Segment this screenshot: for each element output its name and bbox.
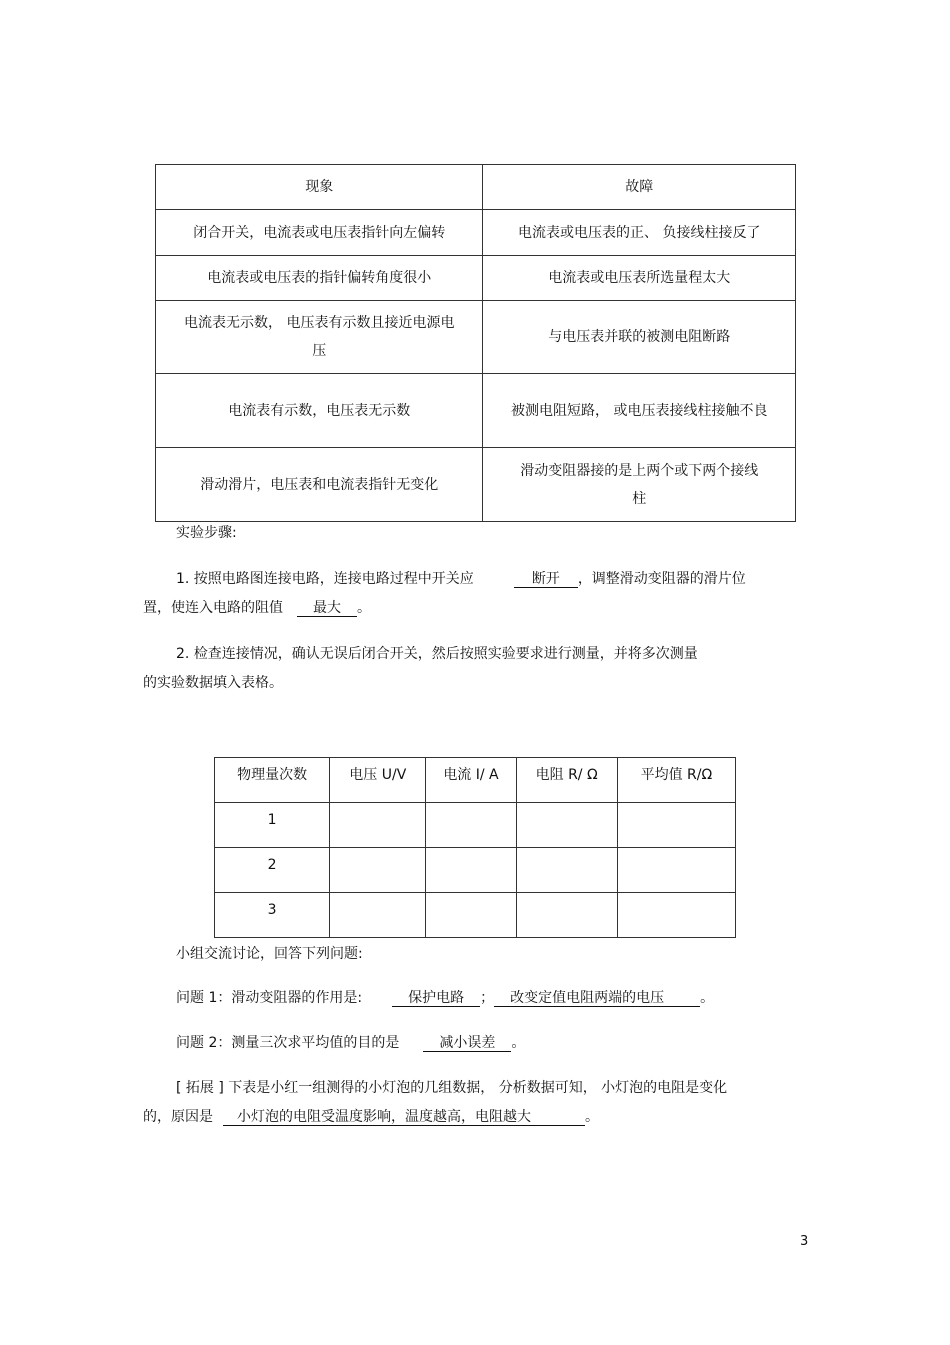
phenomenon-cell: 电流表或电压表的指针偏转角度很小 bbox=[156, 256, 483, 301]
fault-cell bbox=[483, 374, 796, 448]
data-cell-resistance[interactable] bbox=[516, 848, 617, 893]
step2-line1: 2. 检查连接情况，确认无误后闭合开关，然后按照实验要求进行测量，并将多次测量 bbox=[176, 646, 698, 662]
step1-line2 bbox=[143, 598, 371, 618]
data-cell-current[interactable] bbox=[426, 848, 516, 893]
data-cell-average[interactable] bbox=[617, 803, 735, 848]
steps-title: 实验步骤: bbox=[176, 525, 237, 541]
page-number: 3 bbox=[800, 1234, 809, 1249]
step1-answer-2 bbox=[297, 600, 357, 617]
data-header: 电阻 R/ Ω bbox=[516, 758, 617, 803]
data-cell-voltage[interactable] bbox=[330, 893, 426, 938]
data-cell-current[interactable] bbox=[426, 803, 516, 848]
fault-cell bbox=[483, 448, 796, 522]
phenomenon-cell bbox=[156, 301, 483, 374]
fault-cell: 电流表或电压表的正、 负接线柱接反了 bbox=[483, 210, 796, 256]
discussion-title: 小组交流讨论，回答下列问题: bbox=[176, 946, 363, 962]
data-cell-current[interactable] bbox=[426, 893, 516, 938]
question-1-answer-1 bbox=[392, 990, 480, 1007]
data-cell-voltage[interactable] bbox=[330, 803, 426, 848]
phenomenon-cell: 电流表有示数，电压表无示数 bbox=[156, 374, 483, 448]
question-2-answer bbox=[423, 1035, 511, 1052]
question-2-end: 。 bbox=[511, 1035, 526, 1051]
fault-text: 被测电阻短路， 或电压表接线柱接触不良 bbox=[511, 402, 768, 419]
question-1-answer-1-text: 保护电路 bbox=[408, 990, 465, 1006]
fault-text: 滑动变阻器接的是上两个或下两个接线柱 bbox=[520, 462, 759, 507]
data-header: 电压 U/V bbox=[330, 758, 426, 803]
fault-cell: 与电压表并联的被测电阻断路 bbox=[483, 301, 796, 374]
trial-number: 3 bbox=[215, 893, 330, 938]
extension-line2-text: 的，原因是 bbox=[143, 1109, 213, 1125]
step2-line2: 的实验数据填入表格。 bbox=[143, 675, 283, 691]
step1-answer-1-text: 断开 bbox=[531, 571, 560, 587]
fault-cell: 电流表或电压表所选量程太大 bbox=[483, 256, 796, 301]
step1-line1 bbox=[176, 569, 746, 589]
fault-table-header-phenomenon: 现象 bbox=[156, 165, 483, 210]
question-1-answer-2 bbox=[494, 990, 700, 1007]
question-2 bbox=[176, 1033, 525, 1053]
phenomenon-text: 电流表无示数， 电压表有示数且接近电源电压 bbox=[184, 315, 455, 359]
fault-table-header-fault: 故障 bbox=[483, 165, 796, 210]
question-2-label: 问题 2：测量三次求平均值的目的是 bbox=[176, 1035, 400, 1051]
fault-table bbox=[155, 164, 796, 522]
data-cell-resistance[interactable] bbox=[516, 893, 617, 938]
data-header: 电流 I/ A bbox=[426, 758, 516, 803]
question-1-answer-2-text: 改变定值电阻两端的电压 bbox=[510, 990, 665, 1006]
trial-number: 2 bbox=[215, 848, 330, 893]
extension-line2 bbox=[143, 1107, 599, 1127]
question-2-answer-text: 减小误差 bbox=[439, 1035, 496, 1051]
extension-end: 。 bbox=[585, 1109, 599, 1125]
data-table bbox=[214, 757, 736, 938]
data-header: 物理量次数 bbox=[215, 758, 330, 803]
step1-text-c: 置，使连入电路的阻值 bbox=[143, 600, 283, 616]
step1-text: 1. 按照电路图连接电路，连接电路过程中开关应 bbox=[176, 571, 474, 587]
extension-answer bbox=[223, 1109, 585, 1126]
data-cell-voltage[interactable] bbox=[330, 848, 426, 893]
extension-answer-text: 小灯泡的电阻受温度影响，温度越高，电阻越大 bbox=[237, 1109, 531, 1125]
question-1-separator: ； bbox=[480, 990, 495, 1006]
data-header: 平均值 R/Ω bbox=[617, 758, 735, 803]
step1-answer-1 bbox=[514, 571, 578, 588]
data-cell-average[interactable] bbox=[617, 893, 735, 938]
data-cell-resistance[interactable] bbox=[516, 803, 617, 848]
step1-end: 。 bbox=[357, 600, 371, 616]
question-1 bbox=[176, 988, 714, 1008]
phenomenon-cell: 闭合开关，电流表或电压表指针向左偏转 bbox=[156, 210, 483, 256]
step1-answer-2-text: 最大 bbox=[313, 600, 341, 616]
question-1-label: 问题 1：滑动变阻器的作用是: bbox=[176, 990, 363, 1006]
question-1-end: 。 bbox=[700, 990, 715, 1006]
step1-text-b: ，调整滑动变阻器的滑片位 bbox=[577, 571, 746, 587]
data-cell-average[interactable] bbox=[617, 848, 735, 893]
phenomenon-cell: 滑动滑片，电压表和电流表指针无变化 bbox=[156, 448, 483, 522]
extension-line1: [ 拓展 ] 下表是小红一组测得的小灯泡的几组数据， 分析数据可知， 小灯泡的电阻是变化 bbox=[176, 1080, 728, 1096]
trial-number: 1 bbox=[215, 803, 330, 848]
